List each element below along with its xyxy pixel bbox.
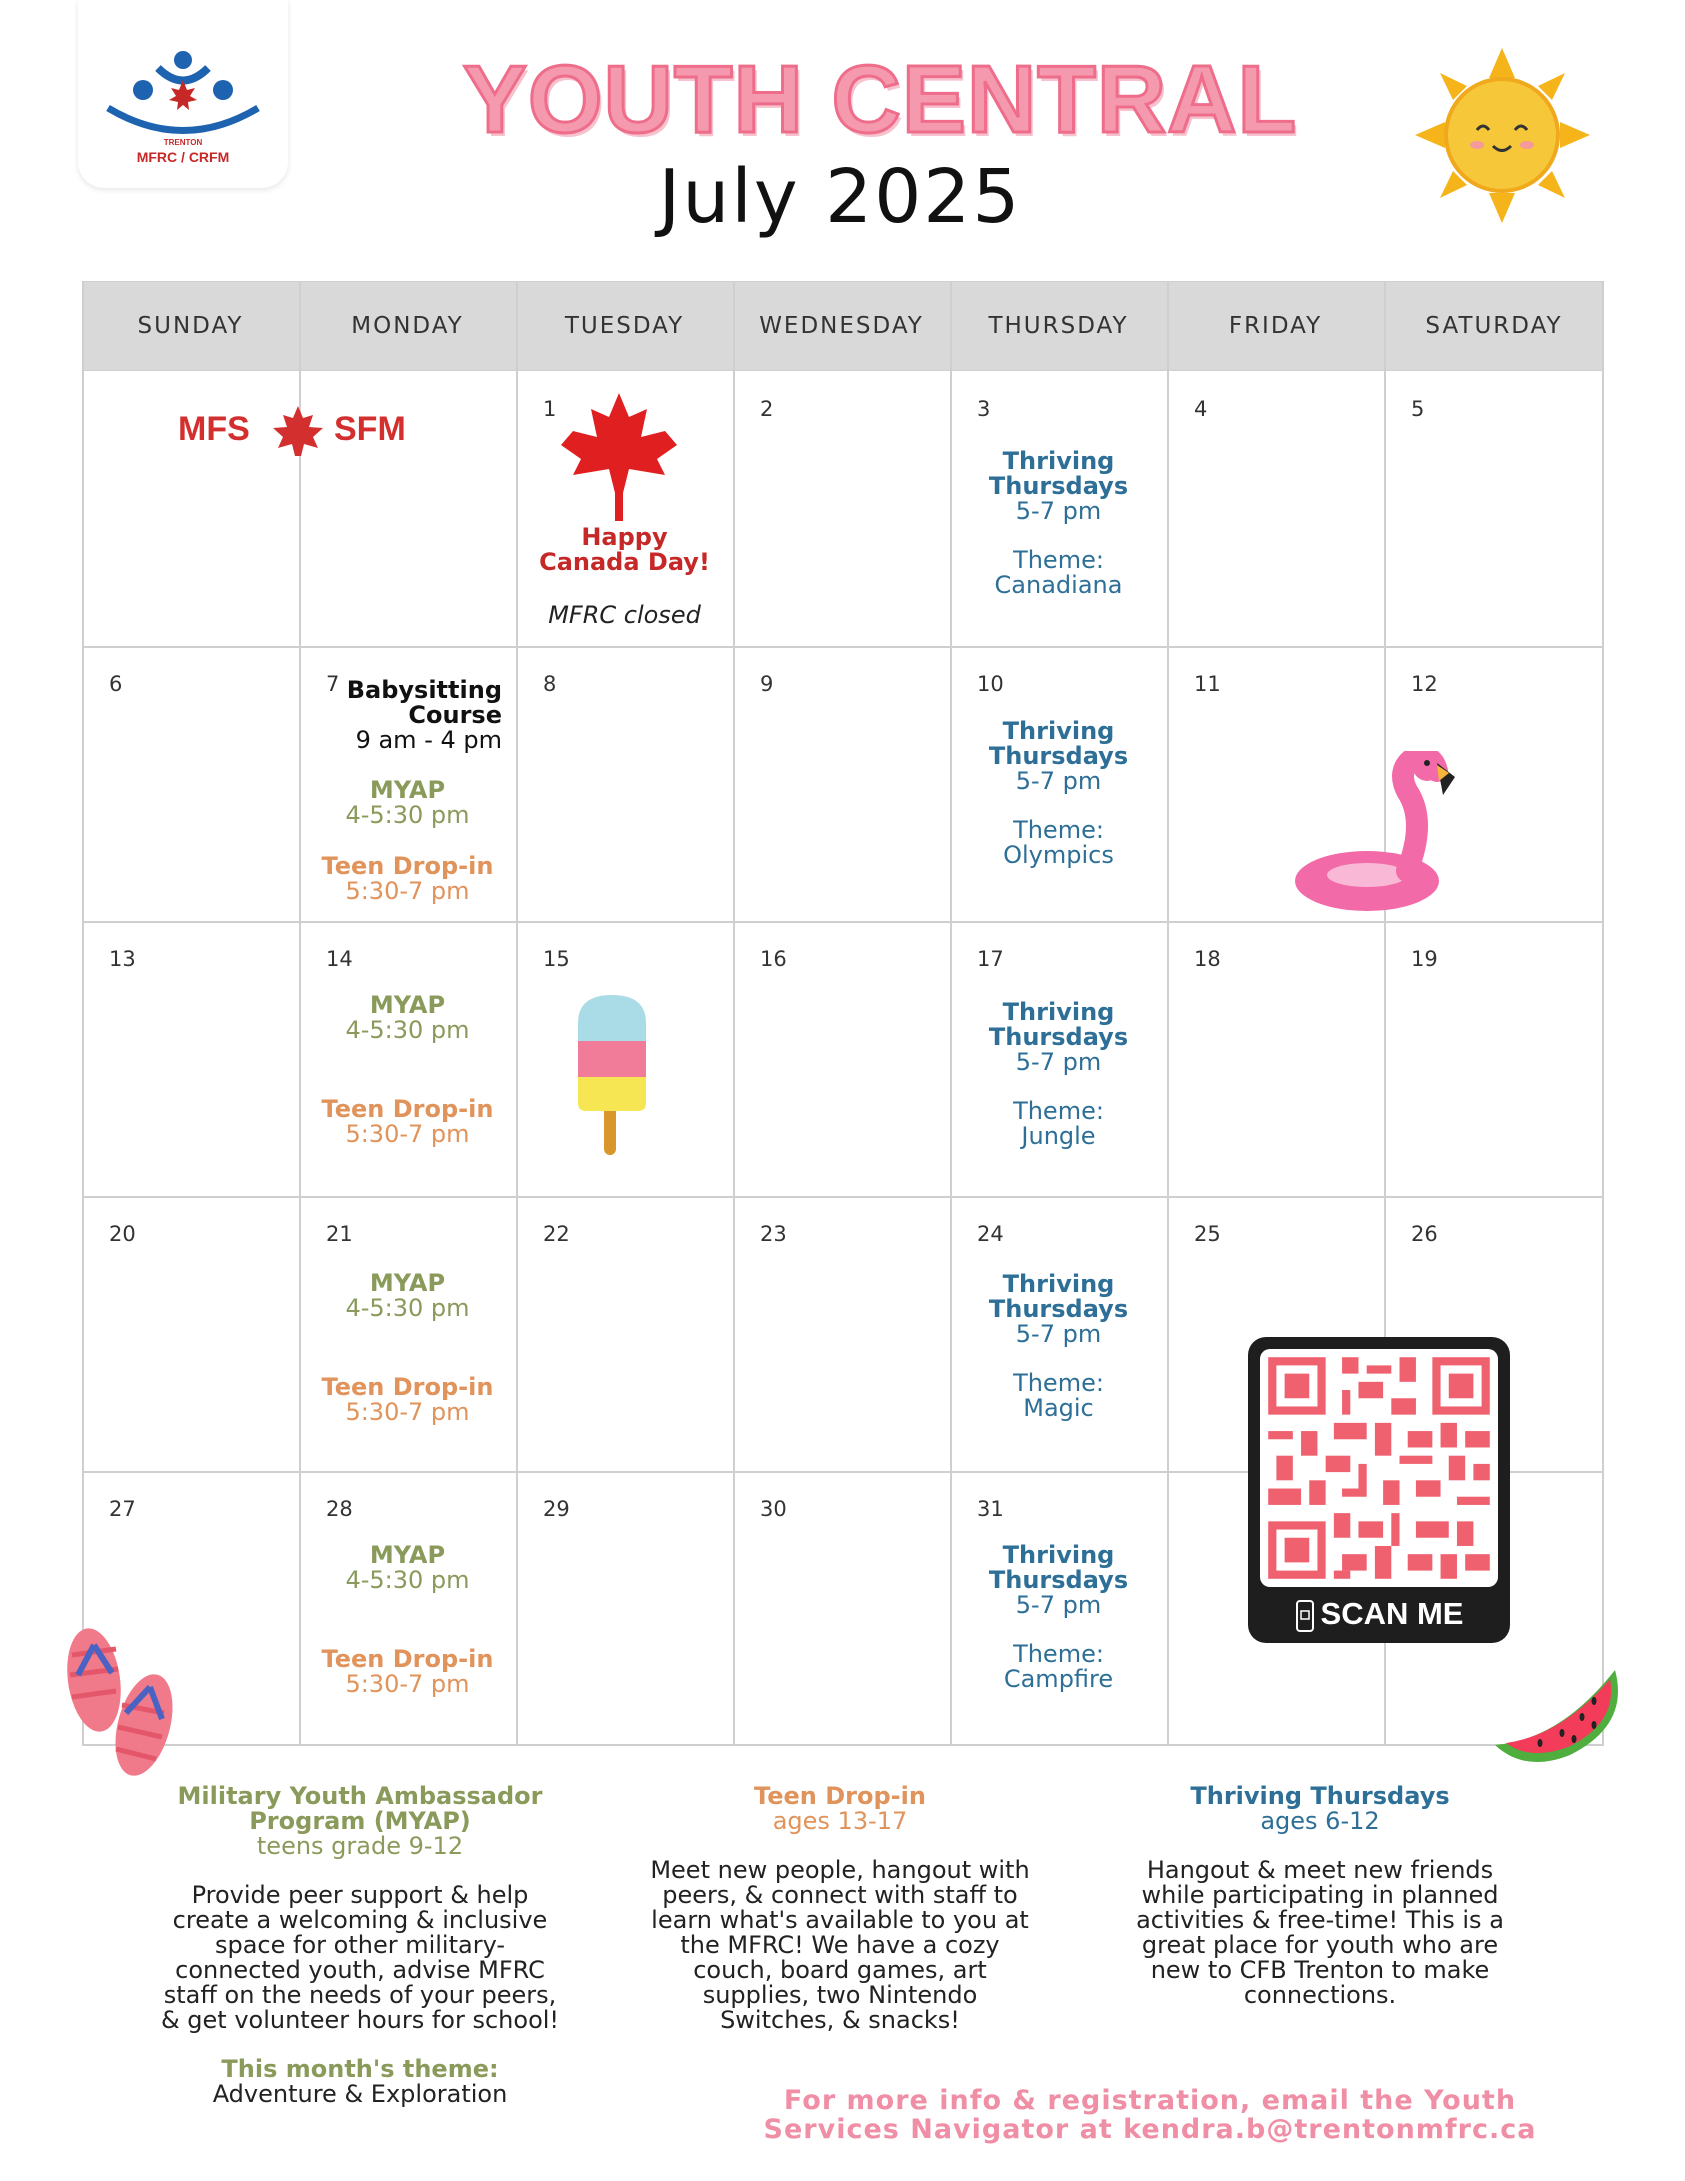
date-number: 26	[1411, 1222, 1438, 1246]
myap-title: MYAP	[369, 1269, 446, 1297]
teen-title: Teen Drop-in	[321, 1373, 494, 1401]
thriving-time: 5-7 pm	[1015, 497, 1102, 525]
teen-dropin-event	[299, 854, 516, 904]
weekday-tuesday: TUESDAY	[564, 313, 685, 339]
date-number: 4	[1194, 397, 1208, 421]
date-number: 20	[109, 1222, 136, 1246]
sun-icon	[1415, 48, 1590, 223]
teen-dropin-event	[299, 1375, 516, 1425]
date-number: 15	[543, 947, 570, 971]
watermelon-icon	[1490, 1665, 1625, 1765]
theme-value: Campfire	[1003, 1665, 1114, 1693]
myap-title: MYAP	[369, 776, 446, 804]
teen-time: 5:30-7 pm	[345, 1670, 470, 1698]
date-number: 16	[760, 947, 787, 971]
qr-code-icon	[1260, 1349, 1498, 1587]
date-number: 8	[543, 672, 557, 696]
grid-line	[733, 281, 735, 1746]
myap-event	[299, 1271, 516, 1321]
flamingo-float-icon	[1287, 751, 1457, 921]
thriving-title: Thriving	[1002, 717, 1115, 745]
theme-label: Theme:	[1013, 1369, 1104, 1397]
date-number: 9	[760, 672, 774, 696]
thriving-thursdays-description	[1110, 1784, 1530, 2008]
teen-title: Teen Drop-in	[321, 1095, 494, 1123]
theme-label: Theme:	[1013, 816, 1104, 844]
logo-org-text: MFRC / CRFM	[136, 149, 230, 165]
babysitting-title: Course	[408, 701, 502, 729]
thriving-thursdays-event	[950, 449, 1167, 598]
date-number: 28	[326, 1497, 353, 1521]
grid-line	[82, 281, 84, 1746]
family-logo-icon	[98, 48, 268, 138]
thriving-time: 5-7 pm	[1015, 1320, 1102, 1348]
teen-time: 5:30-7 pm	[345, 1398, 470, 1426]
teen-program-title: Teen Drop-in	[754, 1782, 926, 1810]
thriving-thursdays-event	[950, 1543, 1167, 1692]
teen-time: 5:30-7 pm	[345, 1120, 470, 1148]
thriving-title: Thriving	[1002, 1541, 1115, 1569]
teen-time: 5:30-7 pm	[345, 877, 470, 905]
date-number: 24	[977, 1222, 1004, 1246]
teen-dropin-event	[299, 1647, 516, 1697]
grid-line	[82, 1196, 1604, 1198]
teen-desc-line: peers, & connect with staff to	[662, 1881, 1018, 1909]
thriving-thursdays-event	[950, 1272, 1167, 1421]
canada-day-line1: Happy	[581, 523, 668, 551]
thriving-desc-line: activities & free-time! This is a	[1136, 1906, 1504, 1934]
date-number: 10	[977, 672, 1004, 696]
myap-program-title: Program (MYAP)	[249, 1807, 471, 1835]
contact-line: For more info & registration, email the Youth	[783, 2085, 1517, 2116]
myap-title: MYAP	[369, 991, 446, 1019]
date-number: 13	[109, 947, 136, 971]
myap-desc-line: space for other military-	[214, 1931, 506, 1959]
maple-leaf-icon	[268, 406, 328, 456]
date-number: 1	[543, 397, 557, 421]
contact-info	[700, 2086, 1600, 2144]
myap-time: 4-5:30 pm	[345, 801, 470, 829]
mfs-sfm-logo	[178, 406, 428, 456]
theme-label: Theme:	[1013, 546, 1104, 574]
myap-desc-line: staff on the needs of your peers,	[163, 1981, 557, 2009]
thriving-thursdays-event	[950, 719, 1167, 868]
teen-desc-line: learn what's available to you at	[651, 1906, 1029, 1934]
logo-trenton-text: TRENTON	[163, 138, 203, 147]
qr-code-card[interactable]	[1248, 1337, 1510, 1643]
teen-title: Teen Drop-in	[321, 852, 494, 880]
mfs-logo-text: MFS	[178, 410, 250, 448]
thriving-desc-line: connections.	[1243, 1981, 1397, 2009]
weekday-sunday: SUNDAY	[137, 313, 244, 339]
date-number: 12	[1411, 672, 1438, 696]
myap-audience: teens grade 9-12	[256, 1832, 464, 1860]
canada-day-line2: Canada Day!	[539, 548, 710, 576]
theme-value: Magic	[1023, 1394, 1094, 1422]
page-title: YOUTH CENTRAL	[462, 46, 1298, 153]
thriving-audience: ages 6-12	[1260, 1807, 1380, 1835]
babysitting-event	[332, 678, 502, 753]
date-number: 14	[326, 947, 353, 971]
date-number: 19	[1411, 947, 1438, 971]
date-number: 25	[1194, 1222, 1221, 1246]
weekday-thursday: THURSDAY	[988, 313, 1129, 339]
babysitting-title: Babysitting	[346, 676, 502, 704]
thriving-title: Thriving	[1002, 998, 1115, 1026]
myap-time: 4-5:30 pm	[345, 1016, 470, 1044]
teen-desc-line: supplies, two Nintendo	[702, 1981, 978, 2009]
grid-line	[82, 921, 1604, 923]
myap-desc-line: Provide peer support & help	[191, 1881, 529, 1909]
date-number: 21	[326, 1222, 353, 1246]
myap-desc-line: connected youth, advise MFRC	[175, 1956, 545, 1984]
teen-desc-line: Meet new people, hangout with	[650, 1856, 1030, 1884]
thriving-title: Thursdays	[988, 742, 1129, 770]
thriving-desc-line: while participating in planned	[1141, 1881, 1499, 1909]
weekday-wednesday: WEDNESDAY	[759, 313, 924, 339]
thriving-title: Thursdays	[988, 1023, 1129, 1051]
thriving-desc-line: great place for youth who are	[1141, 1931, 1499, 1959]
myap-program-title: Military Youth Ambassador	[177, 1782, 543, 1810]
thriving-thursdays-event	[950, 1000, 1167, 1149]
grid-line	[1602, 281, 1604, 1746]
myap-event	[299, 778, 516, 828]
myap-description	[150, 1784, 570, 2107]
teen-dropin-description	[630, 1784, 1050, 2033]
thriving-time: 5-7 pm	[1015, 1048, 1102, 1076]
date-number: 3	[977, 397, 991, 421]
date-number: 6	[109, 672, 123, 696]
qr-code[interactable]	[1260, 1349, 1498, 1587]
popsicle-icon	[572, 993, 652, 1158]
date-number: 2	[760, 397, 774, 421]
theme-value: Olympics	[1003, 841, 1114, 869]
thriving-title: Thursdays	[988, 1295, 1129, 1323]
babysitting-time: 9 am - 4 pm	[355, 726, 502, 754]
grid-line	[1167, 281, 1169, 1746]
thriving-desc-line: Hangout & meet new friends	[1146, 1856, 1494, 1884]
teen-desc-line: couch, board games, art	[693, 1956, 987, 1984]
thriving-time: 5-7 pm	[1015, 1591, 1102, 1619]
teen-audience: ages 13-17	[772, 1807, 908, 1835]
myap-desc-line: create a welcoming & inclusive	[172, 1906, 548, 1934]
date-number: 30	[760, 1497, 787, 1521]
myap-theme-value: Adventure & Exploration	[212, 2080, 508, 2108]
myap-title: MYAP	[369, 1541, 446, 1569]
weekday-friday: FRIDAY	[1228, 313, 1323, 339]
teen-desc-line: the MFRC! We have a cozy	[680, 1931, 1000, 1959]
scan-me-label	[1248, 1591, 1510, 1637]
mfrc-closed-note: MFRC closed	[548, 601, 701, 629]
grid-line	[82, 1744, 1604, 1746]
teen-desc-line: Switches, & snacks!	[720, 2006, 960, 2034]
thriving-title: Thriving	[1002, 447, 1115, 475]
contact-email-line[interactable]: Services Navigator at kendra.b@trentonmfrc.ca	[763, 2114, 1537, 2145]
teen-title: Teen Drop-in	[321, 1645, 494, 1673]
theme-value: Jungle	[1021, 1122, 1096, 1150]
mfrc-logo	[78, 0, 288, 188]
theme-label: Theme:	[1013, 1097, 1104, 1125]
sfm-logo-text: SFM	[334, 410, 406, 448]
date-number: 5	[1411, 397, 1425, 421]
grid-line	[516, 281, 518, 1746]
month-title: July 2025	[658, 154, 1022, 240]
myap-event	[299, 1543, 516, 1593]
myap-event	[299, 993, 516, 1043]
teen-dropin-event	[299, 1097, 516, 1147]
myap-theme-label: This month's theme:	[221, 2055, 499, 2083]
date-number: 23	[760, 1222, 787, 1246]
thriving-title: Thursdays	[988, 1566, 1129, 1594]
scan-me-text: SCAN ME	[1320, 1596, 1464, 1631]
thriving-desc-line: new to CFB Trenton to make	[1150, 1956, 1490, 1984]
date-number: 17	[977, 947, 1004, 971]
date-number: 11	[1194, 672, 1221, 696]
weekday-saturday: SATURDAY	[1425, 313, 1563, 339]
date-number: 27	[109, 1497, 136, 1521]
phone-icon	[1295, 1600, 1315, 1632]
thriving-title: Thriving	[1002, 1270, 1115, 1298]
grid-line	[82, 646, 1604, 648]
maple-leaf-icon	[557, 393, 682, 523]
date-number: 22	[543, 1222, 570, 1246]
myap-desc-line: & get volunteer hours for school!	[160, 2006, 560, 2034]
date-number: 18	[1194, 947, 1221, 971]
thriving-time: 5-7 pm	[1015, 767, 1102, 795]
thriving-program-title: Thriving Thursdays	[1190, 1782, 1450, 1810]
myap-time: 4-5:30 pm	[345, 1566, 470, 1594]
date-number: 29	[543, 1497, 570, 1521]
date-number: 31	[977, 1497, 1004, 1521]
date-number: 7	[326, 672, 340, 696]
myap-time: 4-5:30 pm	[345, 1294, 470, 1322]
flip-flops-icon	[62, 1625, 182, 1785]
thriving-title: Thursdays	[988, 472, 1129, 500]
theme-label: Theme:	[1013, 1640, 1104, 1668]
weekday-monday: MONDAY	[351, 313, 464, 339]
theme-value: Canadiana	[994, 571, 1123, 599]
